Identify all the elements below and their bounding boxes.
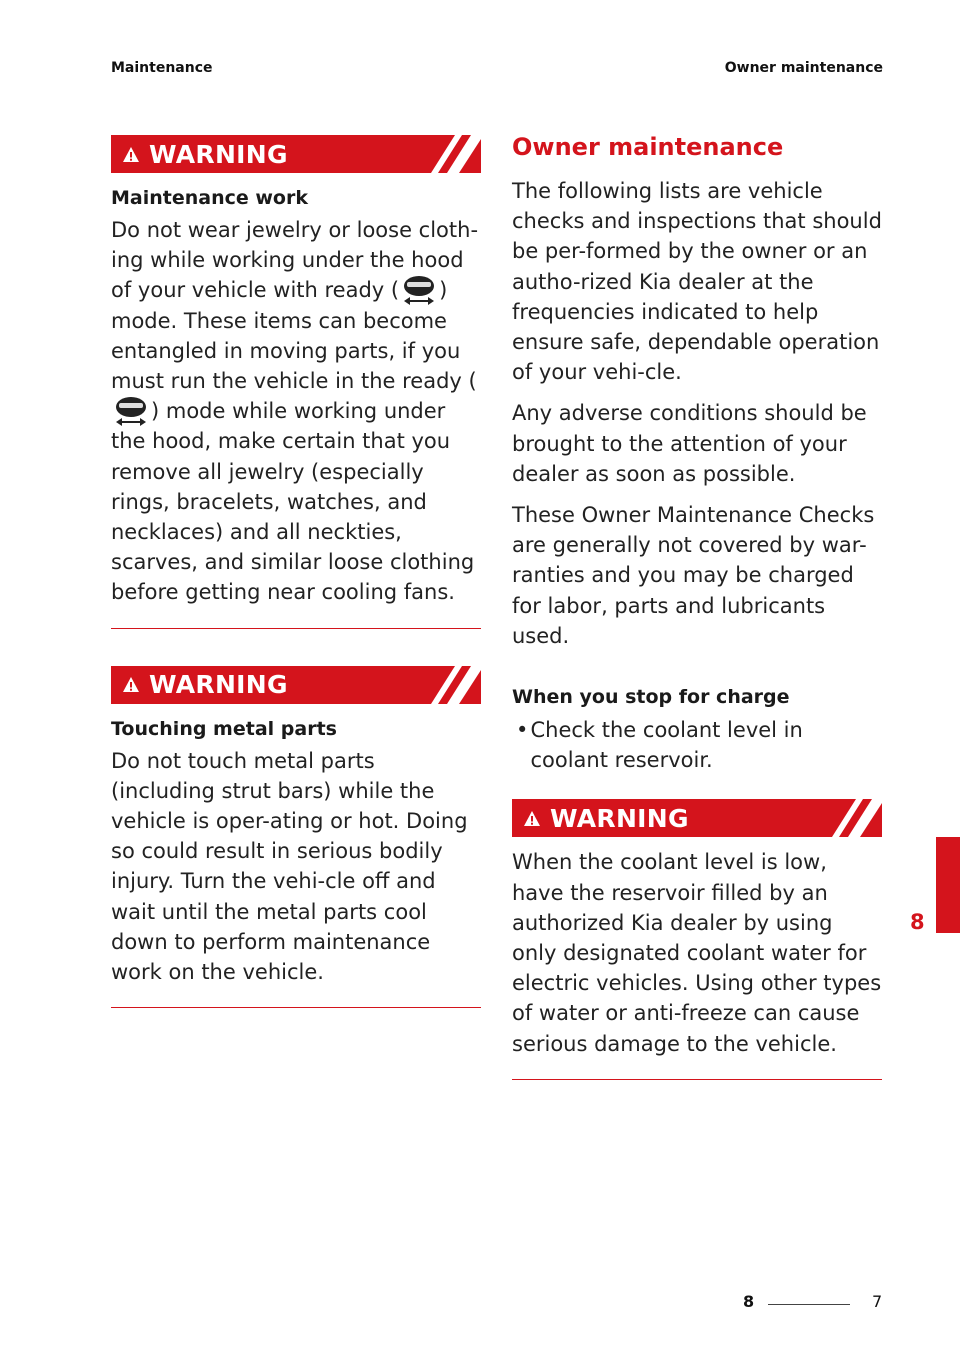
left-column bbox=[111, 135, 481, 1008]
warning-stripes bbox=[431, 135, 481, 173]
warning-label: WARNING bbox=[149, 139, 288, 169]
paragraph-adverse-conditions: Any adverse conditions should be brought to the attention of your dealer as soon as possible. bbox=[512, 401, 867, 486]
list-item-text: Check the coolant level in coolant reservoir. bbox=[530, 718, 803, 773]
warning-end-rule bbox=[111, 1007, 481, 1008]
footer-page-number: 7 bbox=[872, 1292, 883, 1311]
ready-mode-car-icon bbox=[400, 275, 438, 305]
warning-banner-metal-parts bbox=[111, 666, 481, 704]
footer-divider bbox=[768, 1304, 850, 1305]
subsection-title: When you stop for charge bbox=[512, 686, 790, 709]
warning-label: WARNING bbox=[550, 803, 689, 833]
warning-stripes bbox=[431, 666, 481, 704]
header-page-title: Owner maintenance bbox=[724, 60, 883, 76]
warning-body-metal-parts: Do not touch metal parts (including strut bars) while the vehicle is oper-ating or hot. Doing so could result in serious bodily injury. Turn the vehi-cle off and wait until the metal parts cool down to perform maintenance work on the vehicle. bbox=[111, 748, 468, 985]
footer-chapter-number: 8 bbox=[743, 1292, 755, 1311]
warning-body-coolant: When the coolant level is low, have the reservoir filled by an authorized Kia dealer by using only designated coolant water for electric vehicles. Using other types of water or anti-freeze can cause serious damage to the vehicle. bbox=[512, 850, 882, 1056]
list-item bbox=[512, 715, 882, 775]
paragraph-warranties: These Owner Maintenance Checks are generally not covered by war-ranties and you may be charged for labor, parts and lubricants used. bbox=[512, 503, 875, 648]
warning-end-rule bbox=[512, 1079, 882, 1080]
warning-title-maintenance-work: Maintenance work bbox=[111, 187, 308, 209]
chapter-tab-number: 8 bbox=[910, 910, 925, 934]
warning-end-rule bbox=[111, 628, 481, 629]
warning-banner-coolant bbox=[512, 799, 882, 837]
header-section-title: Maintenance bbox=[111, 60, 213, 76]
warning-body-maintenance-work: Do not wear jewelry or loose cloth-ing while working under the hood of your vehicle with ready ( ) mode. These items can become entangled in moving parts, if you must run the vehicle in the ready () mode while working under the hood, make certain that you remove all jewelry (especially rings, bracelets, watches, and necklaces) and all neckties, scarves, and similar loose clothing before getting near cooling fans. bbox=[111, 218, 479, 605]
warning-triangle-icon bbox=[119, 146, 143, 163]
paragraph-checks: The following lists are vehicle checks and inspections that should be per-formed by the owner or an autho-rized Kia dealer at the frequencies indicated to help ensure safe, dependable operation of your vehi-cle. bbox=[512, 179, 882, 385]
warning-title-metal-parts: Touching metal parts bbox=[111, 717, 337, 740]
warning-label: WARNING bbox=[149, 670, 288, 700]
warning-triangle-icon bbox=[119, 676, 143, 693]
section-title: Owner maintenance bbox=[512, 133, 784, 161]
chapter-tab bbox=[936, 837, 960, 933]
bullet-marker: • bbox=[516, 718, 529, 743]
warning-banner-maintenance bbox=[111, 135, 481, 173]
warning-triangle-icon bbox=[520, 810, 544, 827]
ready-mode-car-icon bbox=[112, 396, 150, 426]
warning-stripes bbox=[832, 799, 882, 837]
right-column bbox=[512, 130, 882, 1080]
